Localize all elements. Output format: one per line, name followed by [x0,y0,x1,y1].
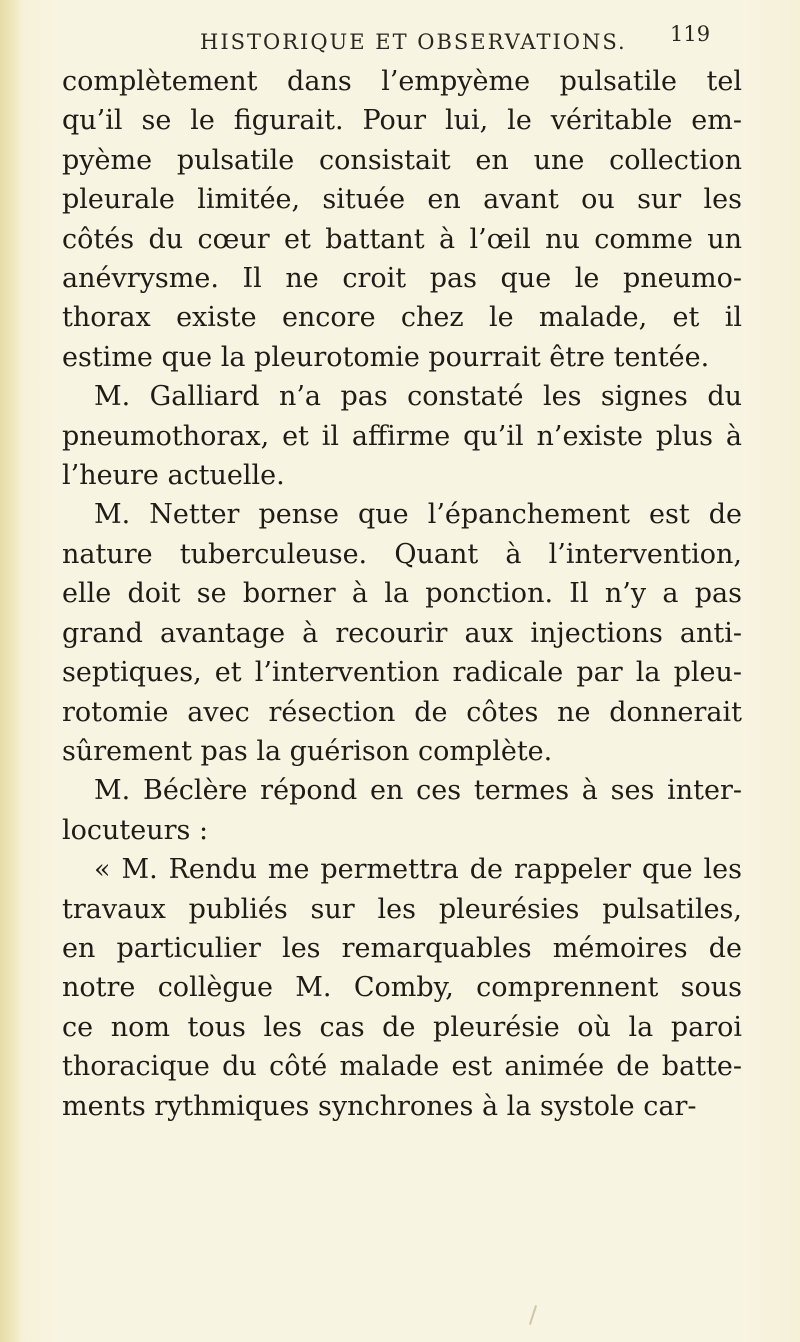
text-line: thoracique du côté malade est animée de batte- [62,1051,742,1083]
text-line: M. Netter pense que l’épanchement est de [94,499,742,531]
text-line: rotomie avec résection de côtes ne donnerait [62,696,742,728]
text-line: l’heure actuelle. [62,460,285,492]
page-number: 119 [670,22,711,46]
text-line: M. Galliard n’a pas constaté les signes du [94,381,742,413]
text-line: thorax existe encore chez le malade, et il [62,302,742,334]
text-line: ce nom tous les cas de pleurésie où la paroi [62,1011,742,1043]
text-line: pneumothorax, et il affirme qu’il n’existe plus à [62,420,742,452]
page-header [200,18,760,58]
text-line: en particulier les remarquables mémoires de [62,932,742,964]
text-line: qu’il se le figurait. Pour lui, le véritable em- [62,105,742,137]
text-line: côtés du cœur et battant à l’œil nu comme un [62,223,742,255]
text-line: pleurale limitée, située en avant ou sur les [62,184,742,216]
text-line: locuteurs : [62,814,209,846]
text-line: « M. Rendu me permettra de rappeler que les [94,854,742,886]
text-line: estime que la pleurotomie pourrait être tentée. [62,341,710,373]
text-line: travaux publiés sur les pleurésies pulsatiles, [62,893,742,925]
page-spine-shadow [0,0,22,1342]
text-line: septiques, et l’intervention radicale par la pleu- [62,657,742,689]
running-head: HISTORIQUE ET OBSERVATIONS. [200,30,627,54]
text-line: M. Béclère répond en ces termes à ses inter- [94,775,742,807]
text-line: notre collègue M. Comby, comprennent sous [62,972,742,1004]
text-line: sûrement pas la guérison complète. [62,735,553,767]
text-line: anévrysme. Il ne croit pas que le pneumo- [62,263,742,295]
text-line: nature tuberculeuse. Quant à l’intervention, [62,538,742,570]
text-line: pyème pulsatile consistait en une collection [62,144,742,176]
text-line: grand avantage à recourir aux injections anti- [62,617,742,649]
paper-mark [529,1305,537,1325]
text-line: elle doit se borner à la ponction. Il n’y a pas [62,578,742,610]
text-line: complètement dans l’empyème pulsatile tel [62,66,742,97]
text-line: ments rythmiques synchrones à la systole car- [62,1090,697,1122]
body-text [62,62,742,1126]
